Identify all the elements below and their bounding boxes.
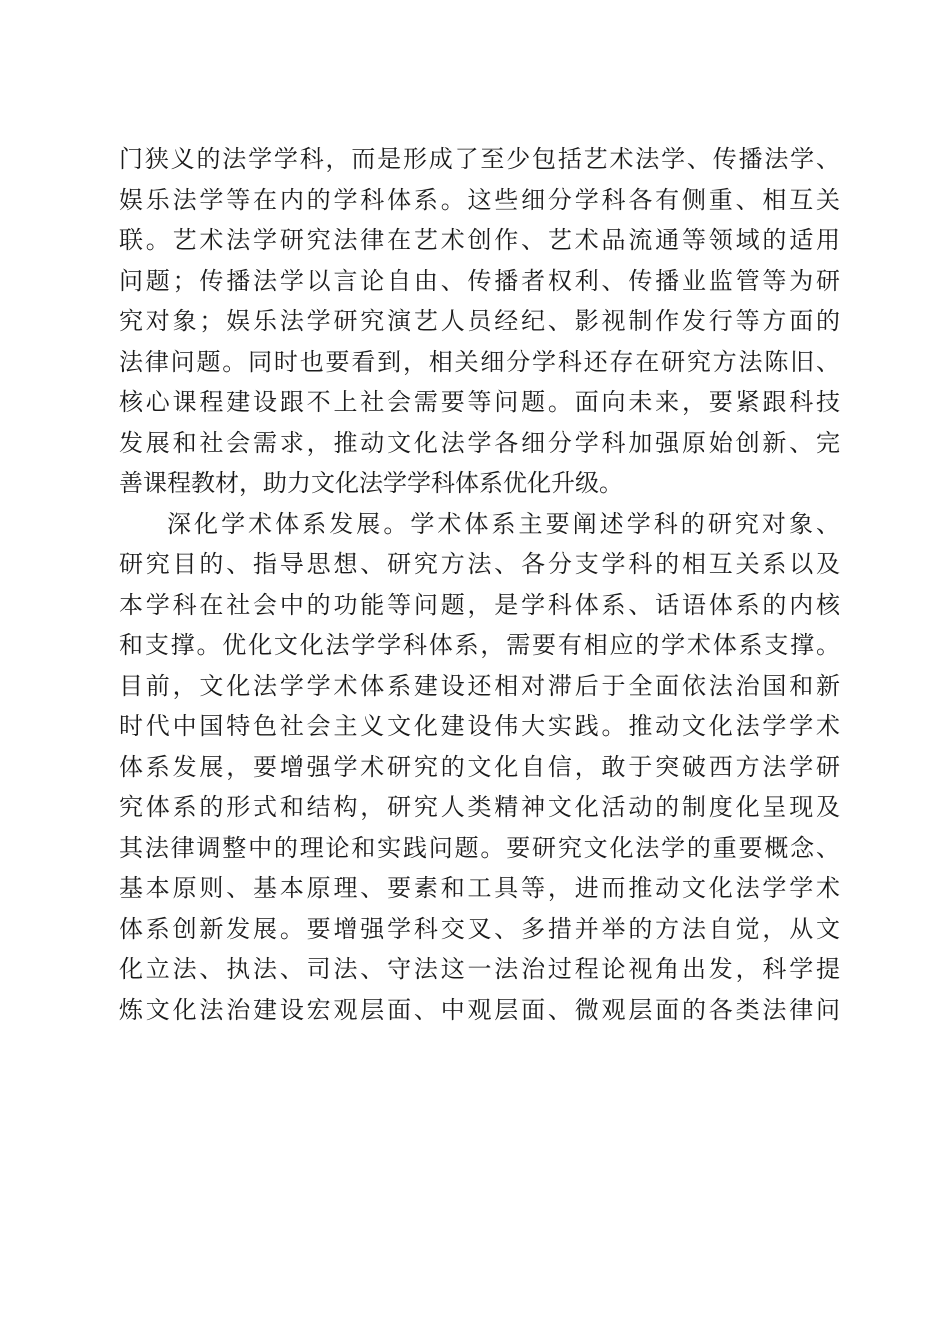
text-line: 炼文化法治建设宏观层面、中观层面、微观层面的各类法律问: [119, 995, 840, 1024]
text-line: 体系创新发展。要增强学科交叉、多措并举的方法自觉，从文: [119, 914, 840, 943]
text-line: 其法律调整中的理论和实践问题。要研究文化法学的重要概念、: [119, 833, 840, 862]
text-line: 究对象；娱乐法学研究演艺人员经纪、影视制作发行等方面的: [119, 307, 840, 335]
document-page: [119, 139, 840, 1030]
text-line: 法律问题。同时也要看到，相关细分学科还存在研究方法陈旧、: [119, 347, 840, 376]
text-line: 本学科在社会中的功能等问题，是学科体系、话语体系的内核: [119, 590, 840, 619]
text-line: 门狭义的法学学科，而是形成了至少包括艺术法学、传播法学、: [119, 145, 840, 173]
text-line: 核心课程建设跟不上社会需要等问题。面向未来，要紧跟科技: [119, 388, 840, 416]
text-line: 化立法、执法、司法、守法这一法治过程论视角出发，科学提: [119, 955, 840, 983]
text-line: 联。艺术法学研究法律在艺术创作、艺术品流通等领域的适用: [119, 226, 840, 254]
text-line: 目前，文化法学学术体系建设还相对滞后于全面依法治国和新: [119, 671, 840, 700]
text-line: 深化学术体系发展。学术体系主要阐述学科的研究对象、: [167, 509, 840, 538]
text-line: 娱乐法学等在内的学科体系。这些细分学科各有侧重、相互关: [119, 185, 840, 214]
paragraph-1: [119, 139, 840, 504]
paragraph-2: [119, 504, 840, 1031]
text-line: 和支撑。优化文化法学学科体系，需要有相应的学术体系支撑。: [119, 631, 840, 659]
text-line: 发展和社会需求，推动文化法学各细分学科加强原始创新、完: [119, 428, 840, 457]
text-line: 究体系的形式和结构，研究人类精神文化活动的制度化呈现及: [119, 793, 840, 821]
text-line: 研究目的、指导思想、研究方法、各分支学科的相互关系以及: [119, 550, 840, 578]
text-line: 体系发展，要增强学术研究的文化自信，敢于突破西方法学研: [119, 752, 840, 781]
text-line: 时代中国特色社会主义文化建设伟大实践。推动文化法学学术: [119, 712, 840, 740]
text-line: 基本原则、基本原理、要素和工具等，进而推动文化法学学术: [119, 874, 840, 902]
text-line: 善课程教材，助力文化法学学科体系优化升级。: [119, 469, 623, 497]
text-line: 问题；传播法学以言论自由、传播者权利、传播业监管等为研: [119, 266, 840, 295]
